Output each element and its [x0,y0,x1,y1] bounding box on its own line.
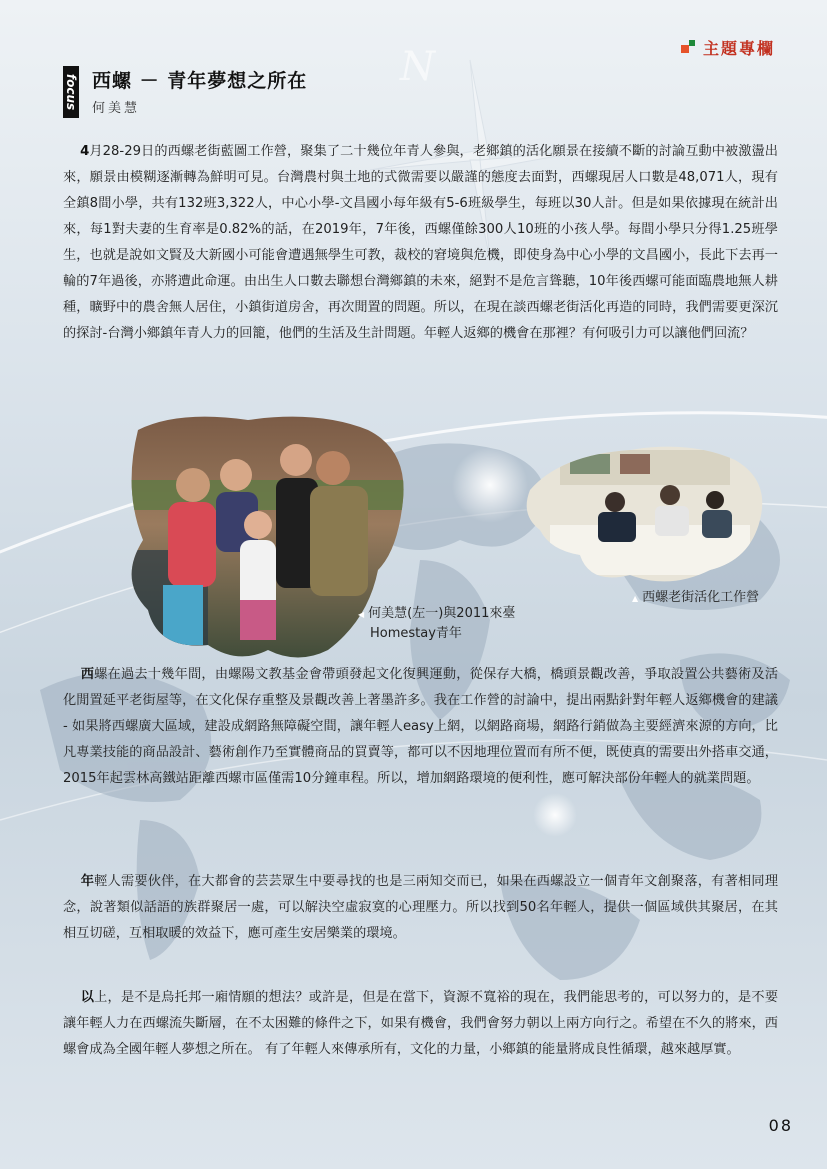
workshop-photo [520,440,770,590]
paragraph-1-text: 月28-29日的西螺老街藍圖工作營，聚集了二十幾位年青人參與，老鄉鎮的活化願景在接續不斷的討論互動中被激盪出來，願景由模糊逐漸轉為鮮明可見。台灣農村與土地的式微需要以嚴謹的態度去面對，西螺現居人口數是48,071人，現有全鎮8間小學，共有132班3,322人，中心小學-文昌國小每年級有5-6班級學生，每班以30人計。但是如果依據現在統計出來，每1對夫妻的生育率是0.82%的話，在2019年，7年後，西螺僅餘300人10班的小孩人學。每間小學只分得1.25班學生，也就是說如文賢及大新國小可能會遭遇無學生可教，裁校的窘境與危機，即使身為中心小學的文昌國小，長此下去再一輪的7年過後，亦將遭此命運。由出生人口數去聯想台灣鄉鎮的未來，絕對不是危言聳聽，10年後西螺可能面臨農地無人耕種，曠野中的農舍無人居住，小鎮街道房舍，再次閒置的問題。所以，在現在談西螺老街活化再造的同時，我們需要更深沉的探討-台灣小鄉鎮年青人力的回籠，他們的生活及生計問題。年輕人返鄉的機會在那裡？有何吸引力可以讓他們回流？ [63,144,778,341]
paragraph-2 [63,662,778,792]
paragraph-4-text: 上，是不是烏托邦一廂情願的想法？或許是，但是在當下，資源不寬裕的現在，我們能思考的，可以努力的，是不要讓年輕人力在西螺流失斷層，在不太困難的條件之下，如果有機會，我們會努力朝以上兩方向行之。希望在不久的將來，西螺會成為全國年輕人夢想之所在。 有了年輕人來傳承所有，文化的力量，小鄉鎮的能量將成良性循環，越來越厚實。 [63,990,779,1057]
caption-group-photo [358,604,515,643]
section-mark-icon [681,40,697,56]
paragraph-3-text: 輕人需要伙伴，在大都會的芸芸眾生中要尋找的也是三兩知交而已，如果在西螺設立一個青年文創聚落，有著相同理念，說著類似話語的族群聚居一處，可以解決空虛寂寞的心理壓力。所以找到50名年輕人，提供一個區域供其聚居，在其相互切磋，互相取暖的效益下，應可產生安居樂業的環境。 [63,874,779,941]
paragraph-4 [63,985,778,1063]
caption-workshop-photo [632,588,759,608]
caption-group-photo-line2: Homestay青年 [370,626,462,641]
caption-pointer-icon: ▲ [632,594,639,603]
article-title: 西螺 － 青年夢想之所在 [92,70,308,92]
paragraph-3 [63,869,778,947]
section-label: 主題專欄 [702,39,775,58]
page-number: 08 [768,1116,793,1135]
section-header [681,36,775,59]
paragraph-3-lead: 年 [80,874,95,889]
paragraph-2-lead: 西 [80,667,95,682]
paragraph-2-text: 螺在過去十幾年間，由螺陽文教基金會帶頭發起文化復興運動，從保存大橋，橋頭景觀改善，爭取設置公共藝術及活化閒置延平老街屋等，在文化保存重整及景觀改善上著墨許多。我在工作營的討論中，提出兩點針對年輕人返鄉機會的建議 - 如果將西螺廣大區域，建設成網路無障礙空間，讓年輕人easy上網，以網路商場，網路行銷做為主要經濟來源的方向，比凡專業技能的商品設計、藝術創作乃至實體商品的買賣等，都可以不因地理位置而有所不便，既使真的需要出外搭車交通，2015年起雲林高鐵站距離西螺市區僅需10分鐘車程。所以，增加網路環境的便利性，應可解決部份年輕人的就業問題。 [63,667,779,786]
svg-text:N: N [400,44,435,90]
paragraph-1-lead: 4 [80,144,90,159]
caption-pointer-icon: ◀ [358,610,365,619]
paragraph-4-lead: 以 [80,990,95,1005]
paragraph-1 [63,139,778,347]
article-author: 何美慧 [92,101,141,116]
focus-tab-label: focus [64,73,79,111]
caption-workshop-photo-text: 西螺老街活化工作營 [642,590,760,605]
caption-group-photo-line1: 何美慧(左一)與2011來臺 [368,606,516,621]
focus-tab [63,66,79,118]
